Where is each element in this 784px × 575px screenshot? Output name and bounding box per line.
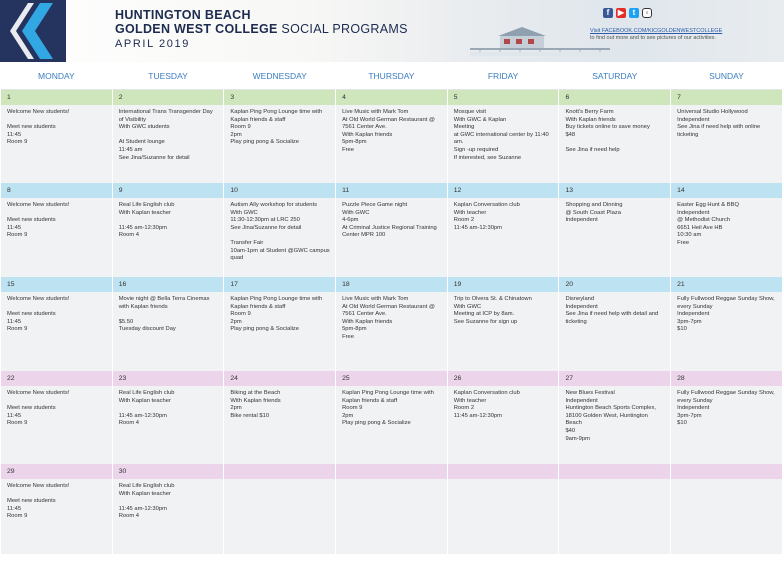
day-events: Trip to Olvera St. & Chinatown With GWC Meeting at ICP by 8am. See Suzanne for sign up (448, 292, 560, 371)
day-number: 17 (224, 277, 336, 292)
week-events-row (1, 386, 783, 464)
day-events: Biking at the Beach With Kaplan friends 2pm Bike rental $10 (224, 386, 336, 464)
day-number (224, 464, 336, 479)
week-events-row (1, 105, 783, 183)
day-events: Welcome New students! Meet new students 11:45 Room 9 (1, 198, 113, 277)
day-events (336, 479, 448, 554)
facebook-note-text: to find out more and to see pictures of our activities. (590, 35, 716, 41)
instagram-icon[interactable]: ◦ (642, 8, 652, 18)
day-number: 23 (113, 371, 225, 386)
day-number: 1 (1, 90, 113, 105)
day-number: 25 (336, 371, 448, 386)
day-number: 5 (448, 90, 560, 105)
day-events: Universal Studio Hollywood Independent See Jina if need help with online ticketing (671, 105, 783, 183)
day-number: 11 (336, 183, 448, 198)
day-events: Knott's Berry Farm With Kaplan friends Buy tickets online to save money $48 See Jina if need help (559, 105, 671, 183)
day-events: Fully Fullwood Reggae Sunday Show, every Sunday Independent 3pm-7pm $10 (671, 292, 783, 371)
day-events: Real Life English club With Kaplan teacher 11:45 am-12:30pm Room 4 (113, 198, 225, 277)
day-events: Shopping and Dinning @ South Coast Plaza Independent (559, 198, 671, 277)
day-number: 2 (113, 90, 225, 105)
weekday-friday: FRIDAY (448, 63, 560, 90)
weekday-sunday: SUNDAY (671, 63, 783, 90)
pier-illustration (470, 24, 610, 56)
header-city: HUNTINGTON BEACH (115, 8, 251, 22)
day-number: 14 (671, 183, 783, 198)
day-number: 22 (1, 371, 113, 386)
social-links (603, 7, 655, 19)
header-month: APRIL 2019 (115, 38, 190, 50)
day-events: Welcome New students! Meet new students 11:45 Room 9 (1, 386, 113, 464)
day-events (224, 479, 336, 554)
day-number (559, 464, 671, 479)
day-number: 6 (559, 90, 671, 105)
day-number: 30 (113, 464, 225, 479)
header-title-block (115, 8, 408, 52)
day-events: Live Music with Mark Tom At Old World German Restaurant @ 7561 Center Ave. With Kaplan friends 5pm-8pm Free (336, 105, 448, 183)
day-number: 10 (224, 183, 336, 198)
day-number: 24 (224, 371, 336, 386)
day-number: 15 (1, 277, 113, 292)
week-number-row (1, 183, 783, 198)
week-events-row (1, 198, 783, 277)
weekday-monday: MONDAY (1, 63, 113, 90)
calendar-header (0, 0, 784, 62)
day-events: Movie night @ Bella Terra Cinemax with Kaplan friends $5.50 Tuesday discount Day (113, 292, 225, 371)
week-events-row (1, 292, 783, 371)
week-number-row (1, 90, 783, 105)
weekday-saturday: SATURDAY (559, 63, 671, 90)
day-events: New Blues Festival Independent Huntington Beach Sports Complex, 18100 Golden West, Huntington Beach $40 9am-9pm (559, 386, 671, 464)
day-number: 8 (1, 183, 113, 198)
day-number: 27 (559, 371, 671, 386)
chevron-logo-icon (0, 0, 66, 62)
weekday-tuesday: TUESDAY (113, 63, 225, 90)
day-events: Kaplan Ping Pong Lounge time with Kaplan friends & staff Room 9 2pm Play ping pong & Socialize (336, 386, 448, 464)
header-college-name: GOLDEN WEST COLLEGE (115, 22, 278, 36)
day-number: 9 (113, 183, 225, 198)
day-events: Puzzle Piece Game night With GWC 4-6pm At Criminal Justice Regional Training Center MPR 100 (336, 198, 448, 277)
week-number-row (1, 464, 783, 479)
weekday-wednesday: WEDNESDAY (224, 63, 336, 90)
day-number: 16 (113, 277, 225, 292)
day-number: 13 (559, 183, 671, 198)
youtube-icon[interactable]: ▶ (617, 8, 625, 18)
day-number: 18 (336, 277, 448, 292)
facebook-icon[interactable]: f (603, 8, 613, 18)
day-number (671, 464, 783, 479)
day-number: 26 (448, 371, 560, 386)
weeks-container (1, 90, 783, 554)
day-events: Welcome New students! Meet new students 11:45 Room 9 (1, 479, 113, 554)
day-number: 20 (559, 277, 671, 292)
day-events: Kaplan Ping Pong Lounge time with Kaplan friends & staff Room 9 2pm Play ping pong & Socialize (224, 105, 336, 183)
day-events (559, 479, 671, 554)
day-number: 29 (1, 464, 113, 479)
day-events (671, 479, 783, 554)
week-events-row (1, 479, 783, 554)
weekday-thursday: THURSDAY (336, 63, 448, 90)
facebook-link[interactable]: Visit FACEBOOK.COM/KICGOLDENWESTCOLLEGE (590, 28, 723, 34)
day-events: Autism Ally workshop for students With GWC 11:30-12:30pm at LRC 250 See Jina/Suzanne for detail Transfer Fair 10am-1pm at Student @GWC campus quad (224, 198, 336, 277)
day-events: Welcome New students! Meet new students 11:45 Room 9 (1, 292, 113, 371)
week-number-row (1, 371, 783, 386)
day-events: Live Music with Mark Tom At Old World German Restaurant @ 7561 Center Ave. With Kaplan friends 5pm-8pm Free (336, 292, 448, 371)
day-events: Fully Fullwood Reggae Sunday Show, every Sunday Independent 3pm-7pm $10 (671, 386, 783, 464)
calendar-grid (1, 63, 783, 575)
day-events: Real Life English club With Kaplan teacher 11:45 am-12:30pm Room 4 (113, 386, 225, 464)
day-events: Mosque visit With GWC & Kaplan Meeting at GWC international center by 11:40 am. Sign -up required If interested, see Suzanne (448, 105, 560, 183)
twitter-icon[interactable]: t (629, 8, 639, 18)
day-events: Real Life English club With Kaplan teacher 11:45 am-12:30pm Room 4 (113, 479, 225, 554)
week-number-row (1, 277, 783, 292)
weekday-header-row (1, 63, 783, 90)
day-events: Kaplan Ping Pong Lounge time with Kaplan friends & staff Room 9 2pm Play ping pong & Socialize (224, 292, 336, 371)
facebook-note (590, 28, 722, 42)
day-events: Welcome New students! Meet new students 11:45 Room 9 (1, 105, 113, 183)
college-logo (0, 0, 66, 62)
day-number: 28 (671, 371, 783, 386)
day-number (448, 464, 560, 479)
day-events (448, 479, 560, 554)
day-number: 19 (448, 277, 560, 292)
day-number (336, 464, 448, 479)
day-events: Kaplan Conversation club With teacher Room 2 11:45 am-12:30pm (448, 386, 560, 464)
header-college (115, 22, 408, 37)
day-events: Disneyland Independent See Jina if need help with detail and ticketing (559, 292, 671, 371)
day-number: 7 (671, 90, 783, 105)
day-events: International Trans Transgender Day of Visibility With GWC students At Student lounge 11:45 am See Jina/Suzanne for detail (113, 105, 225, 183)
day-number: 4 (336, 90, 448, 105)
day-events: Easter Egg Hunt & BBQ Independent @ Methodist Church 6651 Heil Ave HB 10:30 am Free (671, 198, 783, 277)
day-number: 21 (671, 277, 783, 292)
day-number: 12 (448, 183, 560, 198)
header-program-name: SOCIAL PROGRAMS (277, 22, 408, 36)
day-events: Kaplan Conversation club With teacher Room 2 11:45 am-12:30pm (448, 198, 560, 277)
day-number: 3 (224, 90, 336, 105)
